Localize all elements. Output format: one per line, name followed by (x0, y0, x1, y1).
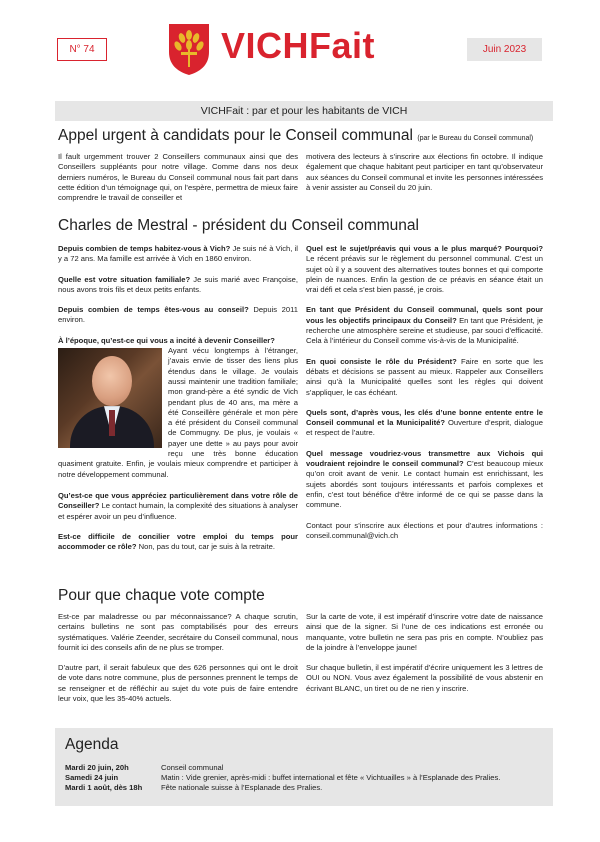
qa-item (58, 532, 298, 553)
section1-col2 (306, 152, 543, 203)
agenda-item (65, 783, 322, 793)
paragraph: Est-ce par maladresse ou par méconnaissance? A chaque scrutin, certains bulletins ne sont pas comptabilisés pour des erreurs systématiques. Valérie Zeender, secrétaire du Conseil communal, nous fournit ici des conseils afin de ne plus se tromper. (58, 612, 298, 652)
question: En tant que Président du Conseil communal, quels sont pour vous les objectifs principaux du Conseil? (306, 305, 543, 325)
paragraph: Sur la carte de vote, il est impératif d’inscrire votre date de naissance ainsi que de la signer. Si l’une de ces indications est erronée ou manquante, votre bulletin ne sera pas pris en compte. N’oubliez pas de la joindre à l’enveloppe jaune! (306, 612, 543, 652)
question: En quoi consiste le rôle du Président? (306, 356, 457, 366)
answer: Faire en sorte que les débats et décisions se passent au mieux. Rappeler aux Conseillers ainsi qu’à la Municipalité quelles sont les règles qui doivent s’appliquer, le cas échéant. (306, 356, 543, 397)
paragraph: Sur chaque bulletin, il est impératif d’écrire uniquement les 3 lettres de OUI ou NON. Vous avez également la possibilité de vous abstenir en écrivant BLANC, un tiret ou de ne rien y inscrire. (306, 663, 543, 693)
answer: Le contact humain, la complexité des situations à analyser et espérer avoir un peu d’influence. (58, 501, 298, 521)
agenda-when: Mardi 20 juin, 20h (65, 763, 129, 772)
agenda-title: Agenda (65, 736, 119, 753)
brand-title: VICHFait (221, 25, 376, 66)
agenda-box (55, 728, 553, 806)
section-title-vote: Pour que chaque vote compte (58, 587, 265, 604)
vote-col-right (306, 612, 543, 704)
question: Quel message voudriez-vous transmettre aux Vichois qui voudraient rejoindre le conseil communal? (306, 448, 543, 469)
question: Quels sont, d’après vous, les clés d’une bonne entente entre le Conseil communal et la Municipalité? (306, 407, 543, 428)
answer: Depuis 2011 environ. (58, 305, 299, 325)
paragraph: Il fault urgemment trouver 2 Conseillers communaux ainsi que des Conseillers suppléants pour notre village. Comme dans nos deux derniers numéros, le Bureau du Conseil communal nous fait part dans cette édition d’un témoignage qui, on l’espère, permettra de mieux faire comprendre le travail de conseiller et (58, 152, 298, 203)
paragraph: motivera des lecteurs à s’inscrire aux élections fin octobre. Il indique également que chaque habitant peut participer en tant qu’observateur aux séances du Conseil communal et invite les personnes intéressées à venir assister au Conseil du 20 juin. (306, 152, 543, 192)
issue-date: Juin 2023 (467, 38, 542, 61)
question: Qu’est-ce que vous appréciez particulièrement dans votre rôle de Conseiller? (58, 490, 298, 511)
answer: C’est beaucoup mieux qu’on croit avant de venir. Le contact humain est enrichissant, les sujets abordés sont toujours intéressants et parfois complexes et enfin, c’est tout bénéfice d’être informé de ce qui se passe dans la commune. (306, 459, 543, 510)
qa-item (58, 491, 298, 522)
qa-item (58, 336, 298, 480)
answer: Je suis né à Vich, il y a 72 ans. Ma famille est arrivée à Vich en 1860 environ. (58, 244, 298, 264)
answer: En tant que Président, je recherche une atmosphère sereine et studieuse, par souci d’efficacité. Cela à l’intérieur du Conseil comme vis-à-vis de la Municipalité. (306, 315, 544, 346)
question: Est-ce difficile de concilier votre emploi du temps pour accommoder ce rôle? (58, 531, 298, 552)
qa-item (306, 449, 543, 511)
agenda-item (65, 763, 223, 773)
question: Quel est le sujet/préavis qui vous a le plus marqué? Pourquoi? (306, 244, 543, 253)
wheat-shield-logo (167, 22, 211, 76)
section-title-appel: Appel urgent à candidats pour le Conseil communal (par le Bureau du Conseil communal) (58, 127, 534, 144)
answer: Le récent préavis sur le règlement du personnel communal. C’est un sujet où il y a souvent des alternatives toutes bonnes et qui comporte plein de nuances. Enfin la gestion de ce préavis en séance était un vrai défi et cela s’est bien passé, je crois. (306, 254, 543, 295)
answer: Non, pas du tout, car je suis à la retraite. (136, 542, 275, 552)
section-title-interview: Charles de Mestral - président du Conseil communal (58, 217, 419, 234)
portrait-photo (58, 348, 162, 448)
agenda-when: Samedi 24 juin (65, 773, 119, 782)
question: Depuis combien de temps habitez-vous à Vich? (58, 244, 231, 253)
answer: Ouverture d’esprit, dialogue et respect de l’autre. (306, 418, 543, 438)
section1-col1 (58, 152, 298, 213)
agenda-when: Mardi 1 août, dès 18h (65, 783, 143, 792)
qa-item (58, 275, 298, 296)
qa-item (306, 244, 543, 295)
qa-item (306, 357, 543, 398)
answer: Je suis marié avec Françoise, nous avons trois fils et deux petits enfants. (58, 274, 298, 294)
question: Depuis combien de temps êtes-vous au conseil? (58, 305, 249, 315)
section-title-note: (par le Bureau du Conseil communal) (417, 135, 534, 142)
agenda-item (65, 773, 500, 783)
qa-item (58, 305, 298, 326)
interview-col-left (58, 244, 298, 562)
paragraph: D’autre part, il serait fabuleux que des 626 personnes qui ont le droit de vote dans notre commune, plus de personnes prennent le temps de se renseigner et de réfléchir au sujet du vote puis de faire entendre leur voix, que les 35-40% actuels. (58, 663, 298, 704)
vote-col-left (58, 612, 298, 714)
tagline-bar: VICHFait : par et pour les habitants de VICH (55, 101, 553, 121)
interview-col-right (306, 244, 543, 551)
question: À l’époque, qu’est-ce qui vous a incité à devenir Conseiller? (58, 335, 275, 345)
issue-number: N° 74 (57, 38, 107, 61)
answer: Ayant vécu longtemps à l’étranger, j’avais envie de tisser des liens plus étendus dans le village. Je voulais aussi maintenir une tradition familiale; mon grand-père a été syndic de Vich pendant plus de 40 ans, ma mère a été Conseillère générale et mon père a été président du Conseil communal de Commugny. De plus, je voulais « payer une dette » au pays pour avoir reçu une très bonne éducation quasiment gratuite. Enfin, je voulais mieux comprendre et participer à notre développement communal. (58, 346, 298, 479)
qa-item (306, 408, 543, 439)
qa-item (306, 305, 543, 346)
agenda-what: Fête nationale suisse à l’Esplanade des Pralies. (161, 783, 323, 792)
question: Quelle est votre situation familiale? (58, 274, 191, 284)
agenda-what: Conseil communal (161, 763, 224, 772)
contact-text: Contact pour s’inscrire aux élections et pour d’autres informations : conseil.communal@vich.ch (306, 520, 543, 540)
agenda-what: Matin : Vide grenier, après-midi : buffet international et fête « Vichtuailles » à l’Esplanade des Pralies. (161, 773, 501, 782)
qa-item (58, 244, 298, 265)
contact-line (306, 521, 543, 542)
